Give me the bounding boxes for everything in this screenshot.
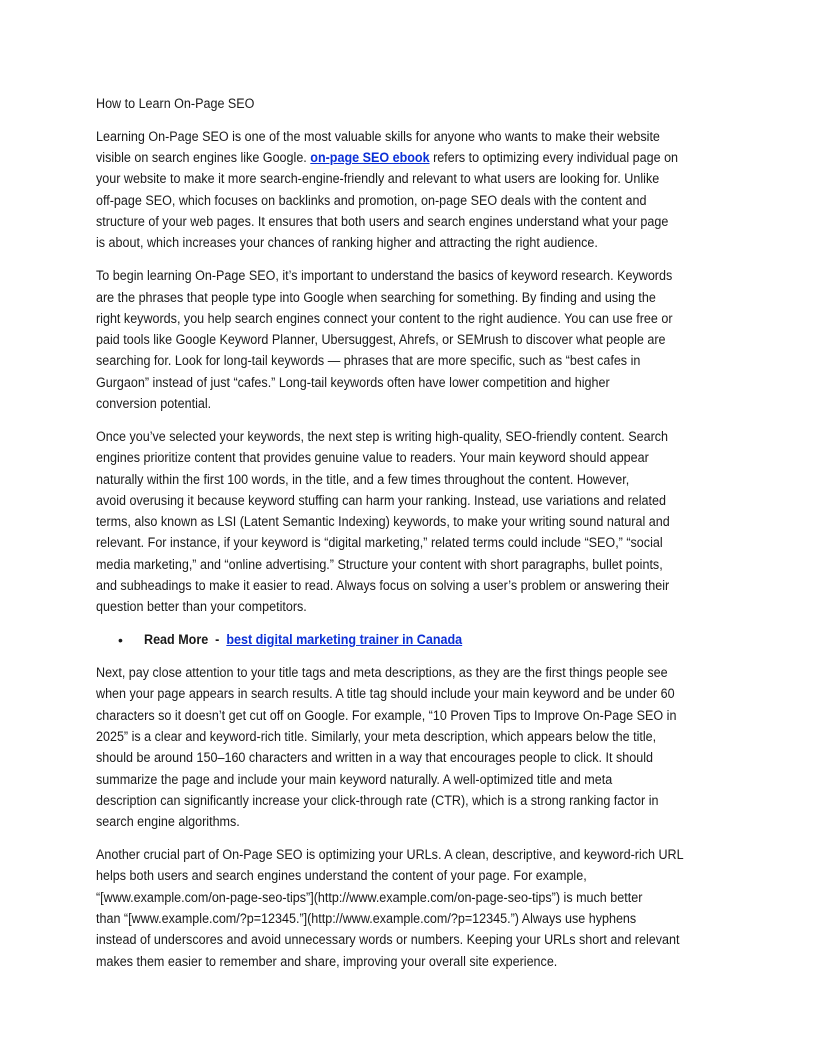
text-line: question better than your competitors. xyxy=(96,599,307,616)
text-line: when your page appears in search results. A title tag should include your main keyword and be under 60 xyxy=(96,686,675,703)
text-line: Learning On-Page SEO is one of the most valuable skills for anyone who wants to make their website xyxy=(96,128,660,145)
text-line: than “[www.example.com/?p=12345.”](http://www.example.com/?p=12345.”) Always use hyphens xyxy=(96,910,637,927)
bullet-icon: • xyxy=(118,632,123,649)
text-line: structure of your web pages. It ensures that both users and search engines understand what your page xyxy=(96,214,669,231)
text-line: right keywords, you help search engines connect your content to the right audience. You can use free or xyxy=(96,310,673,327)
bullet-line xyxy=(144,630,668,651)
document-page xyxy=(96,94,736,984)
text-line: instead of underscores and avoid unnecessary words or numbers. Keeping your URLs short and relevant xyxy=(96,932,680,949)
ebook-link[interactable]: on-page SEO ebook xyxy=(310,150,430,167)
text-line: makes them easier to remember and share, improving your overall site experience. xyxy=(96,953,558,970)
text-line: is about, which increases your chances of ranking higher and attracting the right audience. xyxy=(96,235,598,252)
text-line: conversion potential. xyxy=(96,396,212,413)
text-line: Once you’ve selected your keywords, the next step is writing high-quality, SEO-friendly content. Search xyxy=(96,428,669,445)
paragraph-content xyxy=(96,427,736,619)
text-line: relevant. For instance, if your keyword is “digital marketing,” related terms could include “SEO,” “social xyxy=(96,535,663,552)
text-line: and subheadings to make it easier to read. Always focus on solving a user’s problem or answering their xyxy=(96,578,670,595)
text-line: should be around 150–160 characters and written in a way that encourages people to click. It should xyxy=(96,750,654,767)
text-line: off-page SEO, which focuses on backlinks and promotion, on-page SEO deals with the content and xyxy=(96,192,647,209)
text-line: are the phrases that people type into Google when searching for something. By finding and using the xyxy=(96,289,656,306)
title-text: How to Learn On-Page SEO xyxy=(96,96,255,112)
text-span: visible on search engines like Google. xyxy=(96,150,311,167)
text-line xyxy=(96,148,679,169)
text-line: naturally within the first 100 words, in the title, and a few times throughout the content. However, xyxy=(96,471,630,488)
text-line: To begin learning On-Page SEO, it’s important to understand the basics of keyword research. Keywords xyxy=(96,268,673,285)
text-line: summarize the page and include your main keyword naturally. A well-optimized title and meta xyxy=(96,771,613,788)
document-title xyxy=(96,94,736,115)
text-line: media marketing,” and “online advertising.” Structure your content with short paragraphs, bullet points, xyxy=(96,556,663,573)
text-line: Next, pay close attention to your title tags and meta descriptions, as they are the first things people see xyxy=(96,665,668,682)
text-line: Another crucial part of On-Page SEO is optimizing your URLs. A clean, descriptive, and keyword-rich URL xyxy=(96,847,684,864)
text-span: refers to optimizing every individual page on xyxy=(429,150,679,167)
text-line: paid tools like Google Keyword Planner, Ubersuggest, Ahrefs, or SEMrush to discover what people are xyxy=(96,332,666,349)
text-line: avoid overusing it because keyword stuffing can harm your ranking. Instead, use variations and related xyxy=(96,492,666,509)
paragraph-keywords xyxy=(96,266,736,415)
text-line: search engine algorithms. xyxy=(96,814,240,831)
text-line: characters so it doesn’t get cut off on Google. For example, “10 Proven Tips to Improve On-Page SEO in xyxy=(96,707,677,724)
trainer-link[interactable]: best digital marketing trainer in Canada xyxy=(226,632,463,649)
paragraph-urls xyxy=(96,845,736,973)
text-line: “[www.example.com/on-page-seo-tips”](http://www.example.com/on-page-seo-tips”) is much better xyxy=(96,889,643,906)
text-line: engines prioritize content that provides genuine value to readers. Your main keyword should appear xyxy=(96,450,649,467)
text-line: 2025” is a clear and keyword-rich title. Similarly, your meta description, which appears below the title, xyxy=(96,728,657,745)
paragraph-title-tags xyxy=(96,663,736,833)
text-line: your website to make it more search-engine-friendly and relevant to what users are looking for. Unlike xyxy=(96,171,660,188)
text-line: description can significantly increase your click-through rate (CTR), which is a strong ranking factor in xyxy=(96,792,659,809)
text-line: searching for. Look for long-tail keywords — phrases that are more specific, such as “best cafes in xyxy=(96,353,641,370)
read-more-bullet xyxy=(96,630,736,651)
text-line: terms, also known as LSI (Latent Semantic Indexing) keywords, to make your writing sound natural and xyxy=(96,514,670,531)
text-line: Gurgaon” instead of just “cafes.” Long-tail keywords often have lower competition and higher xyxy=(96,374,610,391)
read-more-label: Read More - xyxy=(144,632,227,649)
paragraph-intro xyxy=(96,127,736,255)
text-line: helps both users and search engines understand the content of your page. For example, xyxy=(96,868,587,885)
